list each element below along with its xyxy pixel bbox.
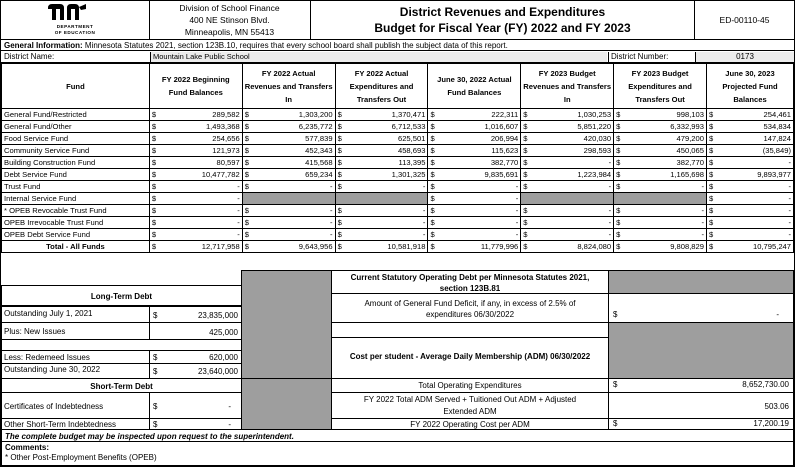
- fund-table-header: [2, 64, 794, 109]
- table-row: [2, 229, 794, 241]
- fund-value: (35,849): [715, 145, 793, 157]
- currency-symbol: $: [242, 145, 251, 157]
- fund-value: 11,779,996: [437, 241, 521, 253]
- currency-symbol: $: [614, 169, 623, 181]
- currency-symbol: $: [335, 145, 344, 157]
- currency-symbol: $: [521, 133, 530, 145]
- currency-symbol: $: [242, 181, 251, 193]
- ltd-label-0: Outstanding July 1, 2021: [4, 309, 93, 318]
- currency-symbol: $: [153, 311, 158, 320]
- cost-label-1: FY 2022 Total ADM Served + Tuitioned Out ADM + Adjusted Extended ADM: [331, 392, 609, 419]
- fund-value: 1,370,471: [344, 109, 428, 121]
- currency-symbol: $: [149, 169, 158, 181]
- fund-value: -: [158, 229, 242, 241]
- ltd-label-1: Plus: New Issues: [4, 327, 66, 336]
- currency-symbol: $: [706, 145, 715, 157]
- deficit-label-line2: expenditures 06/30/2022: [425, 310, 515, 319]
- ltd-value-3-cell: [149, 363, 242, 379]
- report-title-line1: District Revenues and Expenditures: [399, 5, 606, 19]
- ltd-value-1: 425,000: [209, 328, 238, 337]
- currency-symbol: $: [613, 380, 618, 389]
- ltd-label-2: Less: Redemeed Issues: [4, 353, 90, 362]
- fund-name: Debt Service Fund: [2, 169, 150, 181]
- form-code: ED-00110-45: [719, 15, 770, 25]
- fund-value: 415,568: [251, 157, 335, 169]
- std-row-0-line: [1, 392, 150, 419]
- fund-value: 8,824,080: [530, 241, 614, 253]
- currency-symbol: $: [428, 229, 437, 241]
- ltd-row-1-line: [1, 322, 150, 340]
- fund-value: 625,501: [344, 133, 428, 145]
- fund-value: -: [251, 229, 335, 241]
- currency-symbol: $: [521, 241, 530, 253]
- currency-symbol: $: [521, 145, 530, 157]
- std-value-0-cell: [149, 392, 242, 419]
- currency-symbol: $: [149, 205, 158, 217]
- ltd-value-2-cell: [149, 350, 242, 364]
- fund-value: 479,200: [623, 133, 707, 145]
- fund-value: 10,581,918: [344, 241, 428, 253]
- col-header-fund: Fund: [2, 64, 150, 109]
- district-name-value: Mountain Lake Public School: [150, 52, 607, 62]
- currency-symbol: $: [706, 193, 715, 205]
- currency-symbol: $: [614, 241, 623, 253]
- fund-value: -: [715, 205, 793, 217]
- ltd-row-0-line: [1, 306, 150, 323]
- currency-symbol: $: [149, 145, 158, 157]
- currency-symbol: $: [242, 121, 251, 133]
- fund-value: 254,656: [158, 133, 242, 145]
- fund-value: -: [623, 217, 707, 229]
- fund-value: 5,851,220: [530, 121, 614, 133]
- fund-value: 147,824: [715, 133, 793, 145]
- currency-symbol: $: [428, 145, 437, 157]
- currency-symbol: $: [428, 181, 437, 193]
- currency-symbol: $: [706, 217, 715, 229]
- currency-symbol: $: [428, 133, 437, 145]
- fund-value: -: [344, 229, 428, 241]
- comments-box: [1, 441, 794, 466]
- short-term-debt-title: Short-Term Debt: [1, 378, 242, 393]
- district-number-label: District Number:: [608, 52, 695, 62]
- fund-table: [1, 63, 794, 253]
- fund-value: -: [344, 205, 428, 217]
- fund-value: 9,643,956: [251, 241, 335, 253]
- fund-value: [344, 193, 428, 205]
- currency-symbol: $: [614, 229, 623, 241]
- currency-symbol: $: [149, 241, 158, 253]
- ltd-row-3-line: [1, 363, 150, 379]
- currency-symbol: $: [428, 241, 437, 253]
- fund-name: Food Service Fund: [2, 133, 150, 145]
- fund-value: -: [158, 193, 242, 205]
- cost-value-1-cell: [608, 392, 794, 419]
- fund-value: 382,770: [437, 157, 521, 169]
- currency-symbol: $: [335, 157, 344, 169]
- fund-value: [251, 193, 335, 205]
- currency-symbol: $: [614, 133, 623, 145]
- currency-symbol: $: [242, 133, 251, 145]
- fund-name: Building Construction Fund: [2, 157, 150, 169]
- general-information-label: General Information:: [4, 41, 83, 50]
- fund-value: 10,477,782: [158, 169, 242, 181]
- table-row: [2, 217, 794, 229]
- currency-symbol: $: [242, 217, 251, 229]
- statutory-spacer: [331, 322, 609, 338]
- currency-symbol: $: [335, 109, 344, 121]
- currency-symbol: $: [614, 109, 623, 121]
- district-name-label: District Name:: [4, 52, 55, 61]
- currency-symbol: $: [242, 157, 251, 169]
- currency-symbol: [614, 193, 623, 205]
- col-header-fy23-expenditures: FY 2023 Budget Expenditures and Transfers Out: [614, 64, 707, 109]
- fund-name: Community Service Fund: [2, 145, 150, 157]
- currency-symbol: $: [428, 121, 437, 133]
- currency-symbol: $: [614, 205, 623, 217]
- currency-symbol: $: [335, 133, 344, 145]
- fund-value: -: [437, 229, 521, 241]
- fund-value: -: [437, 193, 521, 205]
- currency-symbol: $: [153, 420, 158, 429]
- ltd-value-3: 23,640,000: [197, 367, 238, 376]
- col-header-fy22-expenditures: FY 2022 Actual Expenditures and Transfers Out: [335, 64, 428, 109]
- fund-value: 534,834: [715, 121, 793, 133]
- fund-value: 115,623: [437, 145, 521, 157]
- currency-symbol: $: [242, 169, 251, 181]
- fund-value: 452,343: [251, 145, 335, 157]
- fund-value: -: [530, 181, 614, 193]
- currency-symbol: $: [335, 229, 344, 241]
- deficit-label-line1: Amount of General Fund Deficit, if any, in excess of 2.5% of: [364, 299, 576, 308]
- currency-symbol: $: [521, 109, 530, 121]
- ltd-value-2: 620,000: [209, 353, 238, 362]
- ltd-value-0-cell: [149, 306, 242, 323]
- dept-word: DEPARTMENT: [56, 24, 94, 29]
- fund-value: -: [715, 157, 793, 169]
- fund-value: -: [251, 205, 335, 217]
- statutory-title-line2: section 123B.81: [439, 284, 501, 293]
- fund-value: -: [344, 217, 428, 229]
- fund-value: -: [437, 181, 521, 193]
- fund-value: -: [158, 217, 242, 229]
- currency-symbol: $: [706, 133, 715, 145]
- ltd-label-3: Outstanding June 30, 2022: [4, 365, 101, 374]
- fund-value: 1,165,698: [623, 169, 707, 181]
- currency-symbol: $: [614, 145, 623, 157]
- deficit-value-cell: [608, 293, 794, 323]
- std-value-0: -: [228, 402, 231, 411]
- currency-symbol: $: [521, 205, 530, 217]
- currency-symbol: $: [428, 217, 437, 229]
- currency-symbol: $: [149, 229, 158, 241]
- general-information: [1, 40, 794, 51]
- currency-symbol: $: [521, 157, 530, 169]
- currency-symbol: $: [706, 241, 715, 253]
- general-information-text: Minnesota Statutes 2021, section 123B.10, requires that every school board shall publish the subject data of this report.: [82, 41, 508, 50]
- std-value-1: -: [228, 420, 231, 429]
- currency-symbol: $: [521, 217, 530, 229]
- cost-label-2: FY 2022 Operating Cost per ADM: [331, 418, 609, 430]
- cost-per-student-title: Cost per student - Average Daily Membership (ADM) 06/30/2022: [331, 337, 609, 379]
- currency-symbol: $: [428, 157, 437, 169]
- short-term-gray-block: [241, 378, 332, 430]
- fund-name: Trust Fund: [2, 181, 150, 193]
- fund-value: 6,235,772: [251, 121, 335, 133]
- currency-symbol: $: [242, 229, 251, 241]
- table-row: [2, 181, 794, 193]
- currency-symbol: $: [706, 109, 715, 121]
- fund-value: 9,893,977: [715, 169, 793, 181]
- table-row: [2, 193, 794, 205]
- division-name: Division of School Finance: [179, 3, 280, 13]
- currency-symbol: $: [242, 109, 251, 121]
- fund-value: 113,395: [344, 157, 428, 169]
- fund-value: 1,016,607: [437, 121, 521, 133]
- currency-symbol: $: [614, 181, 623, 193]
- col-header-fy23-revenues: FY 2023 Budget Revenues and Transfers In: [521, 64, 614, 109]
- currency-symbol: $: [149, 193, 158, 205]
- report-title-line2: Budget for Fiscal Year (FY) 2022 and FY 2023: [374, 21, 631, 35]
- currency-symbol: $: [335, 121, 344, 133]
- fund-value: -: [158, 181, 242, 193]
- table-row: [2, 109, 794, 121]
- fund-name: Total - All Funds: [2, 241, 150, 253]
- fund-name: * OPEB Revocable Trust Fund: [2, 205, 150, 217]
- fund-name: General Fund/Other: [2, 121, 150, 133]
- currency-symbol: [521, 193, 530, 205]
- currency-symbol: $: [153, 402, 158, 411]
- table-row: [2, 169, 794, 181]
- currency-symbol: $: [335, 169, 344, 181]
- fund-value: 1,030,253: [530, 109, 614, 121]
- fund-value: -: [715, 217, 793, 229]
- fund-value: -: [344, 181, 428, 193]
- table-row: [2, 157, 794, 169]
- currency-symbol: $: [335, 205, 344, 217]
- currency-symbol: $: [335, 181, 344, 193]
- fund-value: 80,597: [158, 157, 242, 169]
- fund-value: 12,717,958: [158, 241, 242, 253]
- fund-value: -: [251, 181, 335, 193]
- fund-value: 420,030: [530, 133, 614, 145]
- fund-value: -: [158, 205, 242, 217]
- currency-symbol: $: [149, 157, 158, 169]
- currency-symbol: $: [706, 229, 715, 241]
- fund-value: -: [530, 205, 614, 217]
- fund-name: Internal Service Fund: [2, 193, 150, 205]
- fund-name: General Fund/Restricted: [2, 109, 150, 121]
- dept-sub: OF EDUCATION: [54, 30, 96, 35]
- fund-value: [530, 193, 614, 205]
- fund-value: 450,065: [623, 145, 707, 157]
- table-row: [2, 133, 794, 145]
- ltd-row-2-line: [1, 350, 150, 364]
- fund-value: [623, 193, 707, 205]
- statutory-gray: [608, 270, 794, 294]
- currency-symbol: $: [428, 109, 437, 121]
- district-number-value: 0173: [695, 52, 794, 62]
- fund-value: 254,461: [715, 109, 793, 121]
- fund-value: 1,303,200: [251, 109, 335, 121]
- deficit-value: -: [776, 310, 779, 319]
- currency-symbol: $: [706, 205, 715, 217]
- currency-symbol: $: [613, 310, 618, 319]
- fund-value: 1,301,325: [344, 169, 428, 181]
- currency-symbol: $: [614, 217, 623, 229]
- fund-name: OPEB Debt Service Fund: [2, 229, 150, 241]
- statutory-title-line1: Current Statutory Operating Debt per Minnesota Statutes 2021,: [350, 273, 590, 282]
- currency-symbol: $: [335, 241, 344, 253]
- fund-value: 577,839: [251, 133, 335, 145]
- comments-label: Comments:: [5, 443, 50, 452]
- ltd-value-1-cell: [149, 322, 242, 340]
- currency-symbol: $: [614, 121, 623, 133]
- division-address-line1: 400 NE Stinson Blvd.: [189, 15, 270, 25]
- currency-symbol: $: [706, 157, 715, 169]
- currency-symbol: $: [153, 367, 158, 376]
- currency-symbol: $: [706, 169, 715, 181]
- currency-symbol: $: [706, 121, 715, 133]
- col-header-fy22-revenues: FY 2022 Actual Revenues and Transfers In: [242, 64, 335, 109]
- currency-symbol: $: [153, 353, 158, 362]
- comments-text: * Other Post-Employment Benefits (OPEB): [5, 453, 157, 462]
- col-header-fy22-balances: June 30, 2022 Actual Fund Balances: [428, 64, 521, 109]
- fund-value: 998,103: [623, 109, 707, 121]
- fund-value: -: [623, 205, 707, 217]
- fund-value: 382,770: [623, 157, 707, 169]
- currency-symbol: $: [521, 121, 530, 133]
- report-title: [311, 1, 695, 39]
- currency-symbol: $: [521, 181, 530, 193]
- fund-value: 458,693: [344, 145, 428, 157]
- currency-symbol: $: [149, 133, 158, 145]
- cost-value-1: 503.06: [764, 402, 789, 411]
- currency-symbol: $: [149, 121, 158, 133]
- fund-value: -: [437, 205, 521, 217]
- currency-symbol: $: [428, 205, 437, 217]
- std-label-0: Certificates of Indebtedness: [4, 402, 104, 411]
- fund-value: -: [251, 217, 335, 229]
- statutory-title: [331, 270, 609, 294]
- cost-value-0-cell: [608, 378, 794, 393]
- table-row: [2, 205, 794, 217]
- ltd-value-0: 23,835,000: [197, 311, 238, 320]
- inspect-note: The complete budget may be inspected upon request to the superintendent.: [1, 429, 794, 442]
- col-header-fy22-beginning: FY 2022 Beginning Fund Balances: [149, 64, 242, 109]
- fund-value: 9,835,691: [437, 169, 521, 181]
- col-header-fy23-projected: June 30, 2023 Projected Fund Balances: [706, 64, 793, 109]
- long-term-gray-block: [241, 270, 332, 379]
- division-block: [149, 1, 311, 39]
- cost-value-0: 8,652,730.00: [742, 380, 789, 389]
- total-row: [2, 241, 794, 253]
- fund-value: -: [530, 229, 614, 241]
- currency-symbol: $: [335, 217, 344, 229]
- fund-value: -: [530, 217, 614, 229]
- cost-value-2: 17,200.19: [753, 419, 789, 428]
- fund-value: -: [437, 217, 521, 229]
- fund-value: 298,593: [530, 145, 614, 157]
- fund-value: -: [623, 229, 707, 241]
- report-header: [1, 1, 794, 40]
- currency-symbol: $: [428, 169, 437, 181]
- cost-gray-1: [608, 322, 794, 379]
- fund-value: -: [715, 229, 793, 241]
- currency-symbol: $: [614, 157, 623, 169]
- fund-table-body: [2, 109, 794, 253]
- currency-symbol: [242, 193, 251, 205]
- fund-value: 289,582: [158, 109, 242, 121]
- fund-value: -: [715, 181, 793, 193]
- currency-symbol: $: [242, 205, 251, 217]
- fund-name: OPEB Irrevocable Trust Fund: [2, 217, 150, 229]
- fund-value: 206,994: [437, 133, 521, 145]
- fund-value: 9,808,829: [623, 241, 707, 253]
- long-term-debt-title: Long-Term Debt: [1, 285, 242, 306]
- table-row: [2, 121, 794, 133]
- currency-symbol: [335, 193, 344, 205]
- deficit-label: [331, 293, 609, 323]
- table-row: [2, 145, 794, 157]
- mn-state-logo-icon: [1, 1, 150, 39]
- fund-value: 1,223,984: [530, 169, 614, 181]
- currency-symbol: $: [521, 229, 530, 241]
- fund-value: 10,795,247: [715, 241, 793, 253]
- fund-value: -: [623, 181, 707, 193]
- currency-symbol: $: [149, 217, 158, 229]
- district-row: [1, 52, 794, 63]
- fund-value: -: [530, 157, 614, 169]
- cost-label-0: Total Operating Expenditures: [331, 378, 609, 393]
- currency-symbol: $: [706, 181, 715, 193]
- currency-symbol: $: [149, 181, 158, 193]
- fund-value: 222,311: [437, 109, 521, 121]
- fund-value: -: [715, 193, 793, 205]
- fund-value: 6,712,533: [344, 121, 428, 133]
- fund-value: 659,234: [251, 169, 335, 181]
- currency-symbol: $: [149, 109, 158, 121]
- std-label-1: Other Short-Term Indebtedness: [4, 420, 117, 429]
- currency-symbol: $: [521, 169, 530, 181]
- division-address-line2: Minneapolis, MN 55413: [184, 27, 275, 37]
- currency-symbol: $: [242, 241, 251, 253]
- fund-value: 121,973: [158, 145, 242, 157]
- currency-symbol: $: [613, 419, 618, 428]
- fund-value: 6,332,993: [623, 121, 707, 133]
- fund-value: 1,493,368: [158, 121, 242, 133]
- currency-symbol: $: [428, 193, 437, 205]
